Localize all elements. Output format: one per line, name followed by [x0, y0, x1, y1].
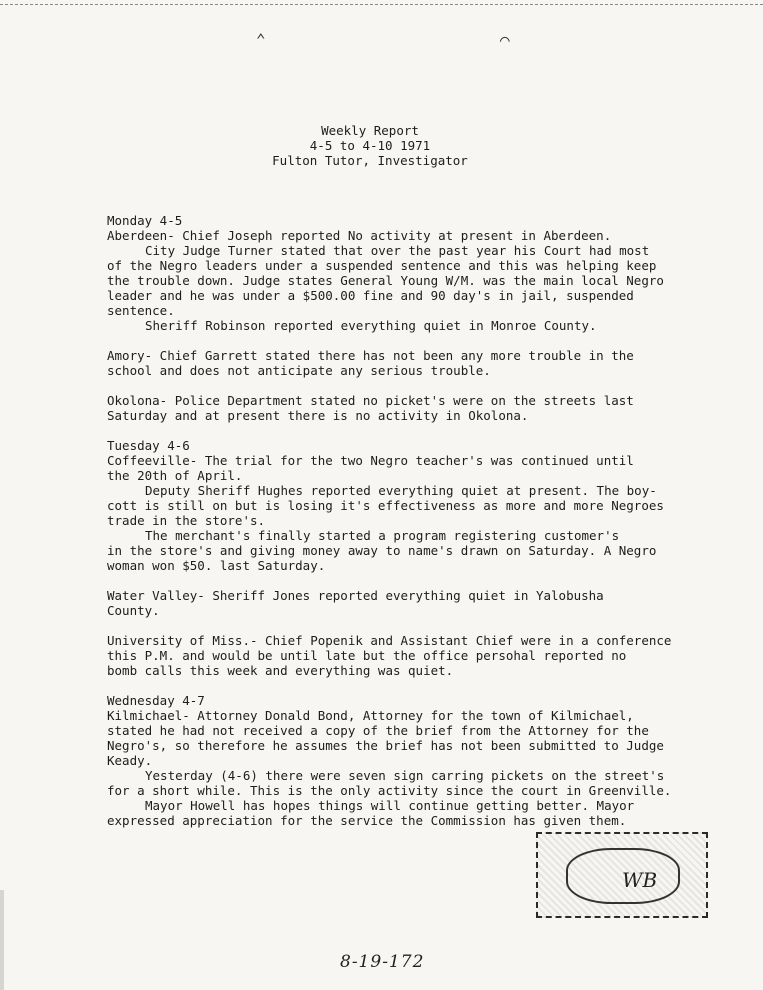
report-line: The merchant's finally started a program registering customer's — [145, 528, 620, 543]
report-line: Mayor Howell has hopes things will continue getting better. Mayor — [145, 798, 635, 813]
report-line: Amory- Chief Garrett stated there has not been any more trouble in the — [107, 348, 634, 363]
report-dates: 4-5 to 4-10 1971 — [309, 138, 431, 153]
report-line: Coffeeville- The trial for the two Negro teacher's was continued until — [107, 453, 634, 468]
report-line: Tuesday 4-6 — [107, 438, 190, 453]
report-line: bomb calls this week and everything was quiet. — [107, 663, 454, 678]
report-line: for a short while. This is the only activity since the court in Greenville. — [107, 783, 672, 798]
report-line: University of Miss.- Chief Popenik and Assistant Chief were in a conference — [107, 633, 672, 648]
report-line: Okolona- Police Department stated no picket's were on the streets last — [107, 393, 634, 408]
report-line: Negro's, so therefore he assumes the brief has not been submitted to Judge — [107, 738, 664, 753]
scan-left-edge — [0, 890, 4, 990]
report-body — [107, 213, 707, 828]
report-line: Wednesday 4-7 — [107, 693, 205, 708]
punch-mark-left: ⌃ — [256, 30, 266, 49]
report-line: cott is still on but is losing it's effectiveness as more and more Negroes — [107, 498, 664, 513]
report-line: sentence. — [107, 303, 175, 318]
report-header — [250, 123, 490, 168]
report-author: Fulton Tutor, Investigator — [272, 153, 468, 168]
report-line: Saturday and at present there is no activity in Okolona. — [107, 408, 529, 423]
report-line: Monday 4-5 — [107, 213, 183, 228]
report-line: Water Valley- Sheriff Jones reported everything quiet in Yalobusha — [107, 588, 604, 603]
blank-line — [107, 378, 707, 393]
blank-line — [107, 333, 707, 348]
report-line: school and does not anticipate any serious trouble. — [107, 363, 491, 378]
report-line: expressed appreciation for the service the Commission has given them. — [107, 813, 627, 828]
blank-line — [107, 678, 707, 693]
report-line: of the Negro leaders under a suspended sentence and this was helping keep — [107, 258, 657, 273]
report-line: stated he had not received a copy of the brief from the Attorney for the — [107, 723, 649, 738]
report-line: Aberdeen- Chief Joseph reported No activity at present in Aberdeen. — [107, 228, 612, 243]
report-line: City Judge Turner stated that over the past year his Court had most — [145, 243, 650, 258]
report-line: in the store's and giving money away to name's drawn on Saturday. A Negro — [107, 543, 657, 558]
report-line: leader and he was under a $500.00 fine and 90 day's in jail, suspended — [107, 288, 634, 303]
scan-top-edge — [0, 4, 763, 5]
blank-line — [107, 573, 707, 588]
report-line: Sheriff Robinson reported everything quiet in Monroe County. — [145, 318, 597, 333]
report-line: County. — [107, 603, 160, 618]
punch-mark-right: ⌒ — [500, 30, 510, 49]
report-line: woman won $50. last Saturday. — [107, 558, 326, 573]
report-line: the trouble down. Judge states General Young W/M. was the main local Negro — [107, 273, 664, 288]
blank-line — [107, 423, 707, 438]
approval-stamp — [536, 832, 708, 918]
report-line: trade in the store's. — [107, 513, 266, 528]
report-title: Weekly Report — [321, 123, 419, 138]
report-line: Kilmichael- Attorney Donald Bond, Attorney for the town of Kilmichael, — [107, 708, 634, 723]
report-line: Keady. — [107, 753, 153, 768]
report-line: this P.M. and would be until late but the office persohal reported no — [107, 648, 627, 663]
document-number: 8-19-172 — [340, 952, 425, 972]
stamp-initials: WB — [622, 868, 658, 892]
report-line: Yesterday (4-6) there were seven sign carring pickets on the street's — [145, 768, 665, 783]
report-line: the 20th of April. — [107, 468, 243, 483]
blank-line — [107, 618, 707, 633]
report-line: Deputy Sheriff Hughes reported everything quiet at present. The boy- — [145, 483, 657, 498]
